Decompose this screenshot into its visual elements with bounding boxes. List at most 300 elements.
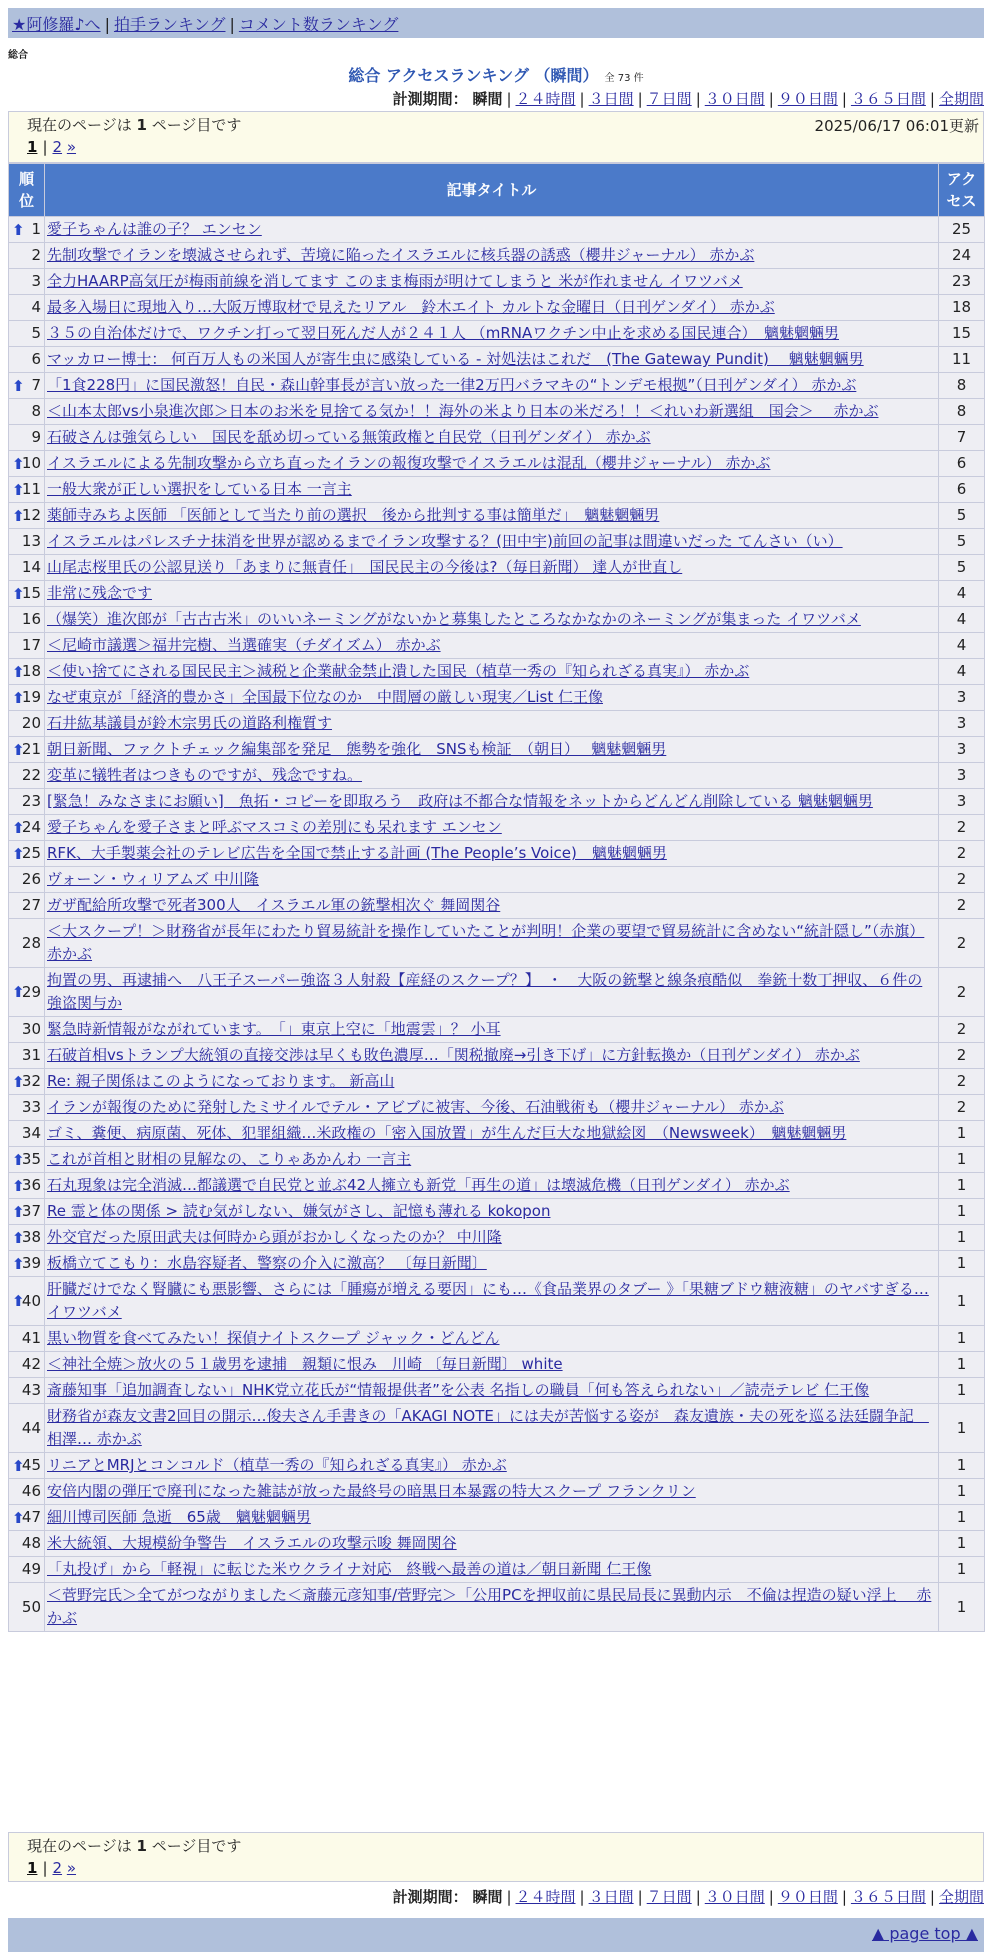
article-link[interactable]: イスラエルによる先制攻撃から立ち直ったイランの報復攻撃でイスラエルは混乱（櫻井ジャーナル） 赤かぶ bbox=[47, 454, 771, 472]
updated-timestamp: 2025/06/17 06:01更新 bbox=[814, 117, 979, 135]
access-count: 15 bbox=[939, 321, 985, 347]
table-row bbox=[9, 347, 985, 373]
table-row bbox=[9, 425, 985, 451]
period-7d-link[interactable]: ７日間 bbox=[646, 1888, 692, 1906]
access-count: 18 bbox=[939, 295, 985, 321]
rank-number: 7 bbox=[31, 376, 41, 394]
rank-number: 45 bbox=[21, 1456, 41, 1474]
up-arrow-icon: ⬆ bbox=[12, 1508, 25, 1527]
access-count: 6 bbox=[939, 477, 985, 503]
rank-number: 4 bbox=[31, 298, 41, 316]
title-cell bbox=[45, 1095, 939, 1121]
article-link[interactable]: 安倍内閣の弾圧で廃刊になった雑誌が放った最終号の暗黒日本暴露の特大スクープ フランクリン bbox=[47, 1482, 696, 1500]
rank-number: 16 bbox=[21, 610, 41, 628]
rank-number: 26 bbox=[21, 870, 41, 888]
up-arrow-icon: ⬆ bbox=[12, 220, 25, 239]
rank-cell bbox=[9, 1352, 45, 1378]
table-row bbox=[9, 711, 985, 737]
rank-number: 10 bbox=[21, 454, 41, 472]
pager-bottom: 1 | 2 » bbox=[27, 1859, 77, 1877]
rank-cell bbox=[9, 217, 45, 243]
period-selector-top: 計測期間： 瞬間 | ２４時間 | ３日間 | ７日間 | ３０日間 | ９０日間 | ３６５日間 | 全期間 bbox=[392, 90, 984, 108]
period-365d-link[interactable]: ３６５日間 bbox=[850, 90, 926, 108]
table-row bbox=[9, 295, 985, 321]
rank-number: 39 bbox=[21, 1254, 41, 1272]
table-row bbox=[9, 1147, 985, 1173]
article-link[interactable]: 「1食228円」に国民激怒！自民・森山幹事長が言い放った一律2万円バラマキの“トンデモ根拠”（日刊ゲンダイ） 赤かぶ bbox=[47, 376, 857, 394]
table-row bbox=[9, 968, 985, 1017]
article-link[interactable]: 石破首相vsトランプ大統領の直接交渉は早くも敗色濃厚…「関税撤廃→引き下げ」に方針転換か（日刊ゲンダイ） 赤かぶ bbox=[47, 1046, 860, 1064]
access-count: 1 bbox=[939, 1251, 985, 1277]
article-link[interactable]: 石丸現象は完全消滅…都議選で自民党と並ぶ42人擁立も新党「再生の道」は壊滅危機（日刊ゲンダイ） 赤かぶ bbox=[47, 1176, 790, 1194]
rank-cell bbox=[9, 477, 45, 503]
title-cell bbox=[45, 373, 939, 399]
article-link[interactable]: 愛子ちゃんは誰の子？ エンセン bbox=[47, 220, 262, 238]
rank-cell bbox=[9, 1557, 45, 1583]
article-link[interactable]: 外交官だった原田武夫は何時から頭がおかしくなったのか？ 中川隆 bbox=[47, 1228, 502, 1246]
rank-number: 25 bbox=[21, 844, 41, 862]
rank-cell bbox=[9, 1251, 45, 1277]
access-count: 24 bbox=[939, 243, 985, 269]
table-row bbox=[9, 451, 985, 477]
table-row bbox=[9, 477, 985, 503]
article-link[interactable]: 愛子ちゃんを愛子さまと呼ぶマスコミの差別にも呆れます エンセン bbox=[47, 818, 502, 836]
article-link[interactable]: ３５の自治体だけで、ワクチン打って翌日死んだ人が２４１人 （mRNAワクチン中止を求める国民連合） 魑魅魍魎男 bbox=[47, 324, 839, 342]
rank-cell bbox=[9, 1043, 45, 1069]
rank-cell bbox=[9, 1453, 45, 1479]
article-link[interactable]: なぜ東京が「経済的豊かさ」全国最下位なのか 中間層の厳しい現実／List 仁王像 bbox=[47, 688, 603, 706]
rank-number: 27 bbox=[21, 896, 41, 914]
title-cell bbox=[45, 607, 939, 633]
title-cell bbox=[45, 1505, 939, 1531]
table-row bbox=[9, 659, 985, 685]
title-cell bbox=[45, 1043, 939, 1069]
page-suffix: ページ目です bbox=[151, 116, 242, 134]
title-cell bbox=[45, 1121, 939, 1147]
article-link[interactable]: マッカロー博士： 何百万人もの米国人が寄生虫に感染している - 対処法はこれだ (The Gateway Pundit) 魑魅魍魎男 bbox=[47, 350, 864, 368]
up-arrow-icon: ⬆ bbox=[12, 983, 25, 1001]
period-selector-bottom: 計測期間： 瞬間 | ２４時間 | ３日間 | ７日間 | ３０日間 | ９０日間 | ３６５日間 | 全期間 bbox=[392, 1888, 984, 1906]
article-link[interactable]: ＜山本太郎vs小泉進次郎＞日本のお米を見捨てる気か！！海外の米より日本の米だろ！！＜れいわ新選組 国会＞ 赤かぶ bbox=[47, 402, 879, 420]
table-header-row bbox=[9, 164, 985, 217]
title-cell bbox=[45, 711, 939, 737]
article-link[interactable]: 先制攻撃でイランを壊滅させられず、苦境に陥ったイスラエルに核兵器の誘惑（櫻井ジャーナル） 赤かぶ bbox=[47, 246, 755, 264]
rank-cell bbox=[9, 1017, 45, 1043]
article-link[interactable]: 米大統領、大規模紛争警告 イスラエルの攻撃示唆 舞岡関谷 bbox=[47, 1534, 457, 1552]
up-arrow-icon: ⬆ bbox=[12, 844, 25, 863]
period-current: 瞬間 bbox=[472, 90, 503, 108]
page-title-text: 総合 アクセスランキング （瞬間） bbox=[348, 66, 599, 85]
pager-page-2[interactable]: 2 bbox=[52, 1859, 63, 1877]
access-count: 1 bbox=[939, 1277, 985, 1326]
title-cell bbox=[45, 1147, 939, 1173]
article-link[interactable]: 財務省が森友文書2回目の開示…俊夫さん手書きの「AKAGI NOTE」には夫が苦悩する姿が 森友遺族・夫の死を巡る法廷闘争記 相澤… 赤かぶ bbox=[47, 1407, 929, 1448]
period-7d-link[interactable]: ７日間 bbox=[646, 90, 692, 108]
article-link[interactable]: これが首相と財相の見解なの、こりゃあかんわ 一言主 bbox=[47, 1150, 412, 1168]
page-prefix: 現在のページは bbox=[27, 1837, 132, 1855]
rank-cell bbox=[9, 1531, 45, 1557]
title-cell bbox=[45, 633, 939, 659]
article-link[interactable]: 朝日新聞、ファクトチェック編集部を発足 態勢を強化 SNSも検証 （朝日） 魑魅魍魎男 bbox=[47, 740, 667, 758]
article-link[interactable]: 山尾志桜里氏の公認見送り「あまりに無責任」 国民民主の今後は?（毎日新聞） 達人が世直し bbox=[47, 558, 683, 576]
article-link[interactable]: 細川博司医師 急逝 65歳 魑魅魍魎男 bbox=[47, 1508, 311, 1526]
rank-number: 34 bbox=[21, 1124, 41, 1142]
article-link[interactable]: 石井紘基議員が鈴木宗男氏の道路利権質す bbox=[47, 714, 333, 732]
up-arrow-icon: ⬆ bbox=[12, 1456, 25, 1475]
article-link[interactable]: Re: 親子関係はこのようになっております。 新高山 bbox=[47, 1072, 395, 1090]
period-3d-link[interactable]: ３日間 bbox=[588, 1888, 634, 1906]
access-count: 7 bbox=[939, 425, 985, 451]
table-row bbox=[9, 737, 985, 763]
article-link[interactable]: ゴミ、糞便、病原菌、死体、犯罪組織…米政権の「密入国放置」が生んだ巨大な地獄絵図 （Newsweek） 魑魅魍魎男 bbox=[47, 1124, 847, 1142]
access-count: 6 bbox=[939, 451, 985, 477]
article-link[interactable]: 非常に残念です bbox=[47, 584, 153, 602]
rank-number: 31 bbox=[21, 1046, 41, 1064]
page-info-top bbox=[8, 111, 984, 163]
article-link[interactable]: 緊急時新情報がながれています。 「」東京上空に「地震雲」？ 小耳 bbox=[47, 1020, 501, 1038]
period-90d-link[interactable]: ９０日間 bbox=[777, 90, 838, 108]
article-link[interactable]: 全力HAARP高気圧が梅雨前線を消してます このまま梅雨が明けてしまうと 米が作れません イワツバメ bbox=[47, 272, 743, 290]
access-count: 8 bbox=[939, 399, 985, 425]
rank-number: 43 bbox=[21, 1381, 41, 1399]
table-row bbox=[9, 1173, 985, 1199]
rank-number: 8 bbox=[31, 402, 41, 420]
period-3d-link[interactable]: ３日間 bbox=[588, 90, 634, 108]
rank-header: 順位 bbox=[9, 164, 45, 217]
access-count: 1 bbox=[939, 1557, 985, 1583]
access-count: 1 bbox=[939, 1505, 985, 1531]
table-row bbox=[9, 1043, 985, 1069]
table-row bbox=[9, 1225, 985, 1251]
table-row bbox=[9, 1017, 985, 1043]
rank-number: 50 bbox=[21, 1597, 41, 1616]
access-count: 1 bbox=[939, 1225, 985, 1251]
rank-number: 49 bbox=[21, 1560, 41, 1578]
rank-number: 35 bbox=[21, 1150, 41, 1168]
rank-number: 38 bbox=[21, 1228, 41, 1246]
article-link[interactable]: ガザ配給所攻撃で死者300人 イスラエル軍の銃撃相次ぐ 舞岡関谷 bbox=[47, 896, 501, 914]
title-cell bbox=[45, 685, 939, 711]
rank-number: 11 bbox=[21, 480, 41, 498]
access-count: 3 bbox=[939, 789, 985, 815]
rank-cell bbox=[9, 1121, 45, 1147]
up-arrow-icon: ⬆ bbox=[12, 506, 25, 525]
title-cell bbox=[45, 737, 939, 763]
rank-cell bbox=[9, 711, 45, 737]
rank-cell bbox=[9, 529, 45, 555]
rank-cell bbox=[9, 451, 45, 477]
rank-cell bbox=[9, 425, 45, 451]
access-count: 23 bbox=[939, 269, 985, 295]
table-row bbox=[9, 685, 985, 711]
page-title bbox=[0, 63, 992, 86]
table-row bbox=[9, 1531, 985, 1557]
period-all-link[interactable]: 全期間 bbox=[938, 90, 984, 108]
rank-cell bbox=[9, 893, 45, 919]
pager-top: 1 | 2 » bbox=[27, 138, 77, 156]
table-row bbox=[9, 1505, 985, 1531]
table-row bbox=[9, 1404, 985, 1453]
article-link[interactable]: 黒い物質を食べてみたい！探偵ナイトスクープ ジャック・どんどん bbox=[47, 1329, 500, 1347]
pager-next[interactable]: » bbox=[66, 138, 77, 156]
article-link[interactable]: 「丸投げ」から「軽視」に転じた米ウクライナ対応 終戦へ最善の道は／朝日新聞 仁王像 bbox=[47, 1560, 652, 1578]
article-link[interactable]: （爆笑）進次郎が「古古古米」のいいネーミングがないかと募集したところなかなかのネーミングが集まった イワツバメ bbox=[47, 610, 861, 628]
rank-cell bbox=[9, 399, 45, 425]
count-header: アクセス bbox=[939, 164, 985, 217]
title-cell bbox=[45, 1326, 939, 1352]
title-cell bbox=[45, 529, 939, 555]
period-90d-link[interactable]: ９０日間 bbox=[777, 1888, 838, 1906]
rank-number: 13 bbox=[21, 532, 41, 550]
title-cell bbox=[45, 321, 939, 347]
title-cell bbox=[45, 1557, 939, 1583]
access-count: 5 bbox=[939, 555, 985, 581]
article-link[interactable]: リニアとMRJとコンコルド（植草一秀の『知られざる真実』） 赤かぶ bbox=[47, 1456, 507, 1474]
table-row bbox=[9, 1199, 985, 1225]
article-link[interactable]: ＜菅野完氏＞全てがつながりました＜斎藤元彦知事/菅野完＞「公用PCを押収前に県民局長に異動内示 不倫は捏造の疑い浮上 赤かぶ bbox=[47, 1586, 932, 1627]
page-info-bottom bbox=[8, 1832, 984, 1882]
article-link[interactable]: ＜尼崎市議選＞福井完樹、当選確実（チダイズム） 赤かぶ bbox=[47, 636, 441, 654]
clap-ranking-link[interactable]: 拍手ランキング bbox=[113, 15, 226, 34]
access-count: 2 bbox=[939, 867, 985, 893]
rank-number: 6 bbox=[31, 350, 41, 368]
top-nav-bar bbox=[8, 8, 984, 38]
table-row bbox=[9, 373, 985, 399]
rank-number: 1 bbox=[31, 220, 41, 238]
rank-number: 48 bbox=[21, 1534, 41, 1552]
up-arrow-icon: ⬆ bbox=[12, 740, 25, 759]
title-cell bbox=[45, 243, 939, 269]
up-arrow-icon: ⬆ bbox=[12, 1254, 25, 1273]
total-count: 全 73 件 bbox=[604, 73, 644, 84]
title-cell bbox=[45, 555, 939, 581]
rank-number: 47 bbox=[21, 1508, 41, 1526]
period-all-link[interactable]: 全期間 bbox=[938, 1888, 984, 1906]
rank-cell bbox=[9, 633, 45, 659]
access-count: 1 bbox=[939, 1453, 985, 1479]
title-cell bbox=[45, 217, 939, 243]
article-link[interactable]: 板橋立てこもり：水島容疑者、警察の介入に激高？ 〔毎日新聞〕 bbox=[47, 1254, 487, 1272]
rank-cell bbox=[9, 1326, 45, 1352]
title-cell bbox=[45, 1453, 939, 1479]
table-row bbox=[9, 1069, 985, 1095]
table-row bbox=[9, 555, 985, 581]
table-row bbox=[9, 919, 985, 968]
comment-ranking-link[interactable]: コメント数ランキング bbox=[238, 15, 399, 34]
table-row bbox=[9, 1095, 985, 1121]
up-arrow-icon: ⬆ bbox=[12, 1176, 25, 1195]
rank-cell bbox=[9, 581, 45, 607]
page-prefix: 現在のページは bbox=[27, 116, 132, 134]
table-row bbox=[9, 217, 985, 243]
rank-cell bbox=[9, 1404, 45, 1453]
rank-cell bbox=[9, 789, 45, 815]
access-count: 25 bbox=[939, 217, 985, 243]
page-top-link[interactable]: ▲ page top ▲ bbox=[871, 1924, 978, 1943]
rank-cell bbox=[9, 503, 45, 529]
article-link[interactable]: 最多入場日に現地入り…大阪万博取材で見えたリアル 鈴木エイト カルトな金曜日（日刊ゲンダイ） 赤かぶ bbox=[47, 298, 775, 316]
rank-cell bbox=[9, 347, 45, 373]
title-cell bbox=[45, 1531, 939, 1557]
rank-cell bbox=[9, 1583, 45, 1632]
rank-number: 36 bbox=[21, 1176, 41, 1194]
article-link[interactable]: 斎藤知事「追加調査しない」NHK党立花氏が“情報提供者”を公表 名指しの職員「何も答えられない」／読売テレビ 仁王像 bbox=[47, 1381, 870, 1399]
table-row bbox=[9, 243, 985, 269]
table-row bbox=[9, 789, 985, 815]
title-cell bbox=[45, 659, 939, 685]
rank-number: 2 bbox=[31, 246, 41, 264]
period-label: 計測期間： bbox=[392, 90, 468, 108]
home-link[interactable]: ★阿修羅♪へ bbox=[12, 15, 101, 34]
up-arrow-icon: ⬆ bbox=[12, 584, 25, 603]
access-count: 11 bbox=[939, 347, 985, 373]
access-count: 1 bbox=[939, 1199, 985, 1225]
table-row bbox=[9, 1583, 985, 1632]
table-row bbox=[9, 1277, 985, 1326]
table-row bbox=[9, 1326, 985, 1352]
rank-cell bbox=[9, 373, 45, 399]
title-cell bbox=[45, 1352, 939, 1378]
article-link[interactable]: 変革に犠牲者はつきものですが、残念ですね。 bbox=[47, 766, 363, 784]
title-header: 記事タイトル bbox=[45, 164, 939, 217]
title-cell bbox=[45, 269, 939, 295]
period-24h-link[interactable]: ２４時間 bbox=[515, 90, 576, 108]
title-cell bbox=[45, 347, 939, 373]
access-count: 1 bbox=[939, 1173, 985, 1199]
table-row bbox=[9, 529, 985, 555]
title-cell bbox=[45, 1378, 939, 1404]
table-row bbox=[9, 581, 985, 607]
title-cell bbox=[45, 503, 939, 529]
rank-number: 46 bbox=[21, 1482, 41, 1500]
article-link[interactable]: イランが報復のために発射したミサイルでテル・アビブに被害、今後、石油戦術も（櫻井ジャーナル） 赤かぶ bbox=[47, 1098, 784, 1116]
up-arrow-icon: ⬆ bbox=[12, 376, 25, 395]
table-row bbox=[9, 399, 985, 425]
title-cell bbox=[45, 399, 939, 425]
title-cell bbox=[45, 451, 939, 477]
page-suffix: ページ目です bbox=[151, 1837, 242, 1855]
access-count: 2 bbox=[939, 893, 985, 919]
pager-next[interactable]: » bbox=[66, 1859, 77, 1877]
period-30d-link[interactable]: ３０日間 bbox=[704, 1888, 765, 1906]
article-link[interactable]: ＜使い捨てにされる国民民主＞減税と企業献金禁止潰した国民（植草一秀の『知られざる真実』） 赤かぶ bbox=[47, 662, 750, 680]
rank-cell bbox=[9, 1225, 45, 1251]
table-row bbox=[9, 269, 985, 295]
title-cell bbox=[45, 477, 939, 503]
article-link[interactable]: ＜大スクープ！＞財務省が長年にわたり貿易統計を操作していたことが判明！企業の要望で貿易統計に含めない“統計隠し”（赤旗） 赤かぶ bbox=[47, 922, 925, 963]
access-count: 1 bbox=[939, 1147, 985, 1173]
table-row bbox=[9, 763, 985, 789]
rank-cell bbox=[9, 919, 45, 968]
rank-cell bbox=[9, 1479, 45, 1505]
rank-cell bbox=[9, 1199, 45, 1225]
title-cell bbox=[45, 1277, 939, 1326]
page-number: 1 bbox=[136, 1837, 147, 1855]
access-count: 3 bbox=[939, 685, 985, 711]
rank-cell bbox=[9, 841, 45, 867]
rank-cell bbox=[9, 1277, 45, 1326]
page-number: 1 bbox=[136, 116, 147, 134]
access-count: 2 bbox=[939, 815, 985, 841]
rank-cell bbox=[9, 815, 45, 841]
table-row bbox=[9, 1378, 985, 1404]
rank-number: 24 bbox=[21, 818, 41, 836]
rank-number: 18 bbox=[21, 662, 41, 680]
rank-number: 37 bbox=[21, 1202, 41, 1220]
up-arrow-icon: ⬆ bbox=[12, 454, 25, 473]
access-count: 4 bbox=[939, 633, 985, 659]
category-label: 総合 bbox=[8, 50, 28, 61]
rank-cell bbox=[9, 968, 45, 1017]
title-cell bbox=[45, 1479, 939, 1505]
article-link[interactable]: [緊急！みなさまにお願い] 魚拓・コピーを即取ろう 政府は不都合な情報をネットからどんどん削除している 魑魅魍魎男 bbox=[47, 792, 873, 810]
article-link[interactable]: イスラエルはパレスチナ抹消を世界が認めるまでイラン攻撃する？(田中宇)前回の記事は間違いだった てんさい（い） bbox=[47, 532, 843, 550]
article-link[interactable]: 薬師寺みちよ医師 「医師として当たり前の選択 後から批判する事は簡単だ」 魑魅魍魎男 bbox=[47, 506, 660, 524]
title-cell bbox=[45, 1404, 939, 1453]
up-arrow-icon: ⬆ bbox=[12, 662, 25, 681]
rank-number: 22 bbox=[21, 766, 41, 784]
rank-number: 23 bbox=[21, 792, 41, 810]
period-30d-link[interactable]: ３０日間 bbox=[704, 90, 765, 108]
pager-current: 1 bbox=[27, 1859, 38, 1877]
access-count: 4 bbox=[939, 581, 985, 607]
article-link[interactable]: 石破さんは強気らしい 国民を舐め切っている無策政権と自民党（日刊ゲンダイ） 赤かぶ bbox=[47, 428, 651, 446]
table-row bbox=[9, 633, 985, 659]
rank-number: 33 bbox=[21, 1098, 41, 1116]
rank-cell bbox=[9, 607, 45, 633]
up-arrow-icon: ⬆ bbox=[12, 1072, 25, 1091]
access-count: 1 bbox=[939, 1378, 985, 1404]
rank-number: 5 bbox=[31, 324, 41, 342]
up-arrow-icon: ⬆ bbox=[12, 480, 25, 499]
up-arrow-icon: ⬆ bbox=[12, 688, 25, 707]
access-count: 3 bbox=[939, 763, 985, 789]
rank-cell bbox=[9, 1069, 45, 1095]
title-cell bbox=[45, 919, 939, 968]
article-link[interactable]: 肝臓だけでなく腎臓にも悪影響、さらには「腫瘍が増える要因」にも…《食品業界のタブー 》「果糖ブドウ糖液糖」のヤバすぎる… イワツバメ bbox=[47, 1280, 929, 1321]
access-count: 3 bbox=[939, 711, 985, 737]
title-cell bbox=[45, 425, 939, 451]
period-label: 計測期間： bbox=[392, 1888, 468, 1906]
table-row bbox=[9, 503, 985, 529]
title-cell bbox=[45, 763, 939, 789]
period-24h-link[interactable]: ２４時間 bbox=[515, 1888, 576, 1906]
article-link[interactable]: 拘置の男、再逮捕へ 八王子スーパー強盗３人射殺【産経のスクープ？】 ・ 大阪の銃撃と線条痕酷似 拳銃十数丁押収、６件の強盗関与か bbox=[47, 971, 923, 1012]
article-link[interactable]: Re 霊と体の関係 > 読む気がしない、嫌気がさし、記憶も薄れる kokopon bbox=[47, 1202, 551, 1220]
up-arrow-icon: ⬆ bbox=[12, 1292, 25, 1310]
article-link[interactable]: ヴォーン・ウィリアムズ 中川隆 bbox=[47, 870, 259, 888]
up-arrow-icon: ⬆ bbox=[12, 1202, 25, 1221]
pager-page-2[interactable]: 2 bbox=[52, 138, 63, 156]
article-link[interactable]: RFK、大手製薬会社のテレビ広告を全国で禁止する計画 (The People’s Voice) 魑魅魍魎男 bbox=[47, 844, 667, 862]
access-count: 2 bbox=[939, 1095, 985, 1121]
table-row bbox=[9, 1352, 985, 1378]
title-cell bbox=[45, 867, 939, 893]
rank-number: 15 bbox=[21, 584, 41, 602]
table-row bbox=[9, 321, 985, 347]
article-link[interactable]: ＜神社全焼＞放火の５１歳男を逮捕 親類に恨み 川崎 〔毎日新聞〕 white bbox=[47, 1355, 563, 1373]
access-count: 2 bbox=[939, 841, 985, 867]
title-cell bbox=[45, 1199, 939, 1225]
period-365d-link[interactable]: ３６５日間 bbox=[850, 1888, 926, 1906]
title-cell bbox=[45, 968, 939, 1017]
rank-cell bbox=[9, 685, 45, 711]
table-row bbox=[9, 1453, 985, 1479]
rank-number: 32 bbox=[21, 1072, 41, 1090]
article-link[interactable]: 一般大衆が正しい選択をしている日本 一言主 bbox=[47, 480, 352, 498]
table-row bbox=[9, 893, 985, 919]
rank-cell bbox=[9, 243, 45, 269]
